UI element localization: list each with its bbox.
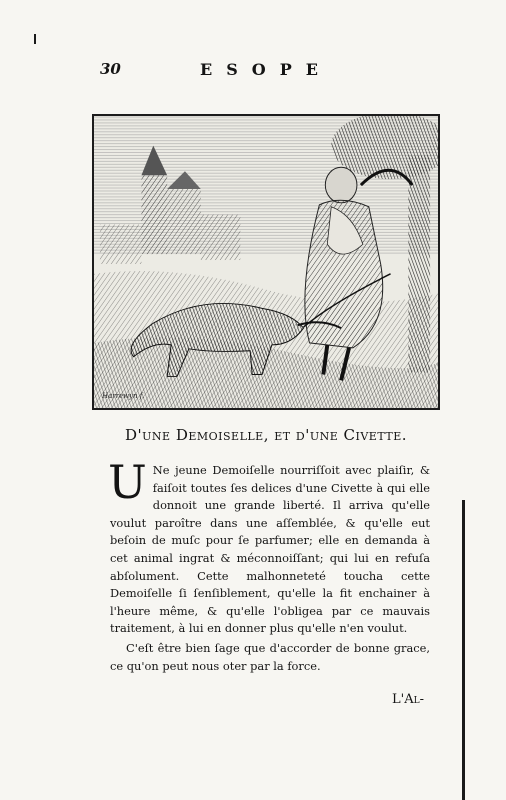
engraving-drawing <box>94 116 438 408</box>
fable-paragraph <box>108 455 430 638</box>
page-number: 30 <box>100 60 121 78</box>
page-edge-mark <box>34 34 36 44</box>
running-title: ESOPE <box>200 60 332 79</box>
paragraph-text: Ne jeune Demoiſelle nourriſſoit avec plaiſir, & faiſoit toutes ſes delices d'une Civette à qui elle donnoit une grande liberté. Il arriva qu'elle voulut paroître dans une aſſemblée, & qu'elle eut beſoin de muſc pour ſe parfumer; elle en demanda à cet animal ingrat & méconnoiſſant; qui lui en refuſa abſolument. Cette malhonneteté toucha cette Demoiſelle ſi ſenſiblement, qu'elle la fit enchainer à l'heure même, & qu'elle l'obligea par ce mauvais traitement, à lui en donner plus qu'elle n'en voulut. <box>110 463 430 636</box>
engraver-signature: Harrewyn f. <box>102 392 145 400</box>
catchword: L'Al- <box>392 692 424 707</box>
fable-text <box>108 455 430 675</box>
fable-title: D'une Demoiselle, et d'une Civette. <box>124 426 407 444</box>
page-header <box>100 60 430 84</box>
page-edge-mark <box>462 500 465 800</box>
moral-paragraph: C'eſt être bien ſage que d'accorder de bonne grace, ce qu'on peut nous oter par la force. <box>110 640 430 673</box>
engraving-illustration <box>92 114 440 410</box>
drop-cap: U <box>108 455 147 509</box>
